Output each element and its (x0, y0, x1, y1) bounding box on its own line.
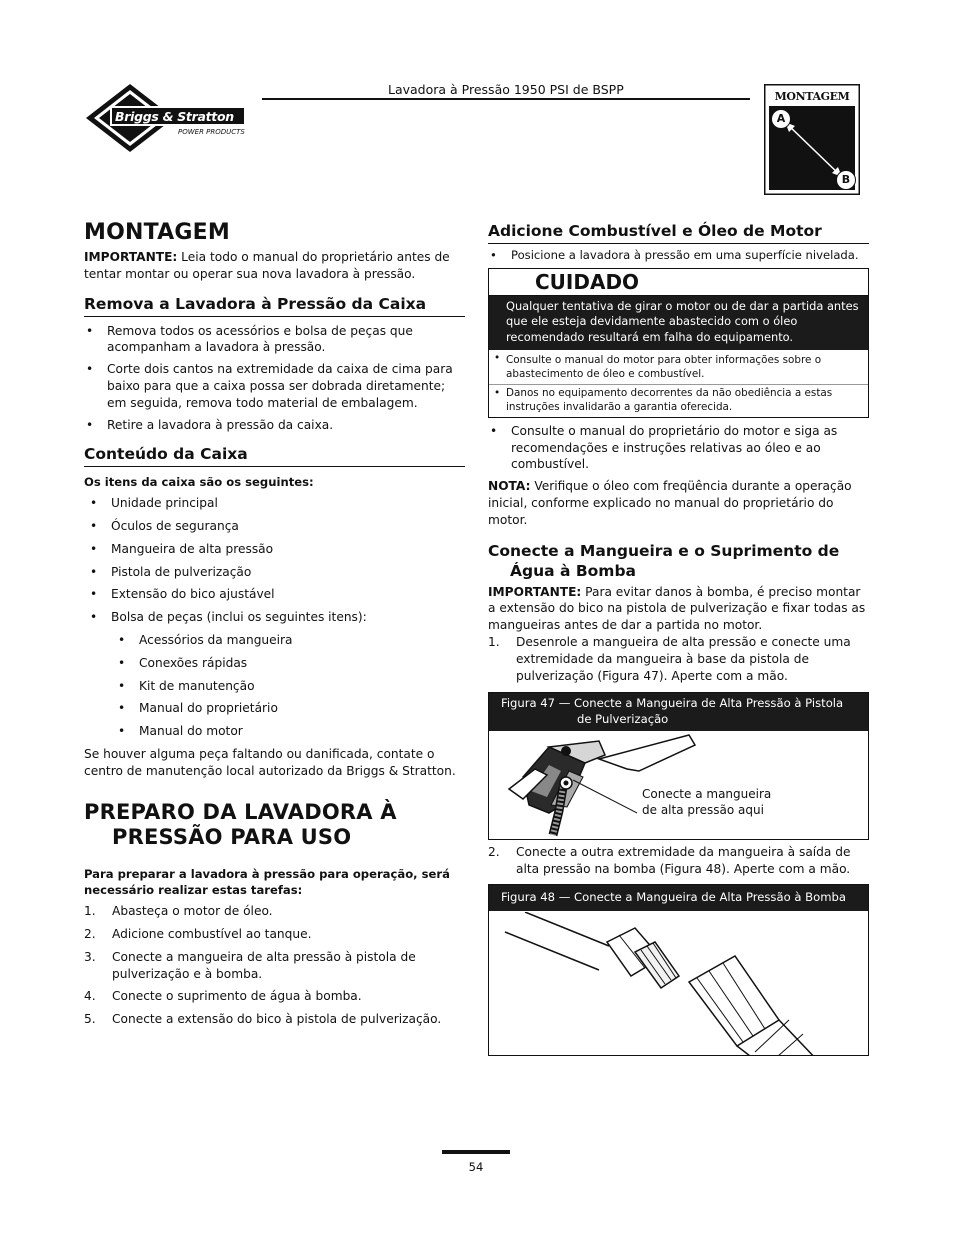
rule-remove (84, 316, 465, 317)
heading-hose (488, 541, 869, 581)
contents-lead: Os itens da caixa são os seguintes: (84, 475, 314, 490)
figure-48 (488, 884, 869, 1056)
figure-47 (488, 692, 869, 840)
list-item: • Unidade principal (88, 495, 465, 512)
list-item: • Manual do motor (116, 723, 465, 740)
step-text: Abasteça o motor de óleo. (112, 904, 273, 919)
list-item: • Posicione a lavadora à pressão em uma superfície nivelada. (488, 248, 869, 263)
preparo-title-line-2: PRESSÃO PARA USO (112, 824, 352, 849)
step-item (84, 926, 465, 943)
note-paragraph (488, 478, 869, 528)
header-rule (262, 98, 750, 100)
step-item (84, 949, 465, 983)
step-item (488, 844, 869, 878)
hose-steps-1 (488, 634, 869, 684)
footer-bar (442, 1150, 510, 1154)
step-number: 2. (488, 845, 500, 860)
figure-47-callout (642, 786, 771, 818)
right-column (488, 222, 869, 1056)
heading-remove: Remova a Lavadora à Pressão da Caixa (84, 294, 427, 313)
rule-contents (84, 466, 465, 467)
note-label: NOTA: (488, 479, 531, 494)
list-item: • Manual do proprietário (116, 700, 465, 717)
prep-lead: Para preparar a lavadora à pressão para operação, será necessário realizar estas tarefas: (84, 866, 450, 898)
section-title-preparo (84, 800, 465, 850)
step-item (488, 634, 869, 684)
caution-item: • Consulte o manual do motor para obter informações sobre o abastecimento de óleo e combustível. (489, 350, 868, 384)
figure-48-caption: Figura 48 — Conecte a Mangueira de Alta Pressão à Bomba (489, 885, 868, 911)
step-number: 1. (488, 635, 500, 650)
brand-logo (82, 82, 254, 154)
remove-list (84, 323, 465, 434)
hose-important-text: Para evitar danos à bomba, é preciso montar a extensão do bico na pistola de pulverização e fixar todas as mangueiras antes de dar a partida no motor. (488, 584, 866, 633)
step-text: Conecte a extensão do bico à pistola de pulverização. (112, 1012, 442, 1027)
list-item: • Bolsa de peças (inclui os seguintes itens): (88, 609, 465, 626)
step-number: 4. (84, 989, 96, 1004)
heading-contents: Conteúdo da Caixa (84, 445, 248, 464)
list-item: • Óculos de segurança (88, 518, 465, 535)
hose-heading-line-2: Água à Bomba (510, 561, 637, 580)
preparo-title-line-1: PREPARO DA LAVADORA À (84, 799, 397, 824)
list-item: • Conexões rápidas (116, 655, 465, 672)
pump-outlet-illustration (489, 912, 869, 1055)
hose-heading-line-1: Conecte a Mangueira e o Suprimento de (488, 541, 840, 560)
note-text: Verifique o óleo com freqüência durante a operação inicial, conforme explicado no manual do proprietário do motor. (488, 479, 852, 527)
list-item: • Extensão do bico ajustável (88, 586, 465, 603)
fuel-list-2 (488, 423, 869, 473)
step-item (84, 903, 465, 920)
fuel-list (488, 248, 869, 263)
step-item (84, 988, 465, 1005)
heading-fuel: Adicione Combustível e Óleo de Motor (488, 222, 822, 240)
intro-label: IMPORTANTE: (84, 250, 178, 264)
spray-gun-illustration (489, 731, 870, 837)
step-number: 5. (84, 1012, 96, 1027)
prep-steps (84, 903, 465, 1028)
intro-paragraph (84, 249, 465, 283)
figure-47-callout-line-2: de alta pressão aqui (642, 803, 764, 818)
step-text: Adicione combustível ao tanque. (112, 926, 312, 941)
list-item: • Acessórios da mangueira (116, 632, 465, 649)
step-number: 2. (84, 926, 96, 941)
hose-important-label: IMPORTANTE: (488, 584, 582, 599)
hose-important (488, 584, 869, 634)
badge-point-a: A (776, 112, 786, 125)
list-item: • Retire a lavadora à pressão da caixa. (84, 417, 465, 434)
list-item: • Mangueira de alta pressão (88, 541, 465, 558)
rule-fuel (488, 243, 869, 244)
list-item: • Kit de manutenção (116, 678, 465, 695)
section-badge (764, 84, 860, 195)
list-item: • Consulte o manual do proprietário do motor e siga as recomendações e instruções relativas ao óleo e ao combustível. (488, 423, 869, 473)
logo-wordmark: Briggs & Stratton (115, 109, 234, 124)
running-title: Lavadora à Pressão 1950 PSI de BSPP (388, 82, 624, 97)
figure-47-caption-line-2: de Pulverização (577, 711, 669, 726)
missing-parts-text: Se houver alguma peça faltando ou danificada, contate o centro de manutenção local autorizado da Briggs & Stratton. (84, 746, 456, 778)
badge-label: MONTAGEM (774, 90, 850, 103)
intro-text: Leia todo o manual do proprietário antes de tentar montar ou operar sua nova lavadora à pressão. (84, 250, 450, 281)
contents-list (84, 495, 465, 626)
figure-47-callout-line-1: Conecte a mangueira (642, 787, 772, 802)
step-number: 1. (84, 904, 96, 919)
logo-subtitle: POWER PRODUCTS (178, 128, 245, 136)
figure-47-caption-line-1: Figura 47 — Conecte a Mangueira de Alta Pressão à Pistola (501, 696, 844, 711)
list-item: • Remova todos os acessórios e bolsa de peças que acompanham a lavadora à pressão. (84, 323, 465, 357)
list-item: • Corte dois cantos na extremidade da caixa de cima para baixo para que a caixa possa ser dobrada diretamente; em seguida, remova todo material de embalagem. (84, 361, 465, 411)
step-item (84, 1011, 465, 1028)
step-text: Conecte a outra extremidade da mangueira à saída de alta pressão na bomba (Figura 48). Aperte com a mão. (516, 845, 851, 877)
parts-list (84, 632, 465, 740)
badge-point-b: B (841, 173, 851, 186)
hose-steps-2 (488, 844, 869, 878)
list-item: • Pistola de pulverização (88, 564, 465, 581)
caution-title: CUIDADO (489, 269, 868, 296)
page-number: 54 (468, 1160, 484, 1174)
step-text: Conecte a mangueira de alta pressão à pistola de pulverização e à bomba. (112, 949, 416, 981)
step-text: Conecte o suprimento de água à bomba. (112, 989, 362, 1004)
left-column (84, 220, 465, 1028)
caution-box (488, 268, 869, 418)
step-text: Desenrole a mangueira de alta pressão e conecte uma extremidade da mangueira à base da pistola de pulverização (Figura 47). Aperte com a mão. (516, 635, 851, 683)
caution-list (489, 350, 868, 417)
step-number: 3. (84, 949, 96, 964)
section-title-montagem: MONTAGEM (84, 220, 230, 245)
figure-47-caption (489, 693, 868, 731)
caution-item: • Danos no equipamento decorrentes da não obediência a estas instruções invalidarão a garantia oferecida. (489, 384, 868, 417)
caution-text: Qualquer tentativa de girar o motor ou de dar a partida antes que ele esteja devidamente abastecido com o óleo recomendado resultará em falha do equipamento. (489, 296, 868, 350)
